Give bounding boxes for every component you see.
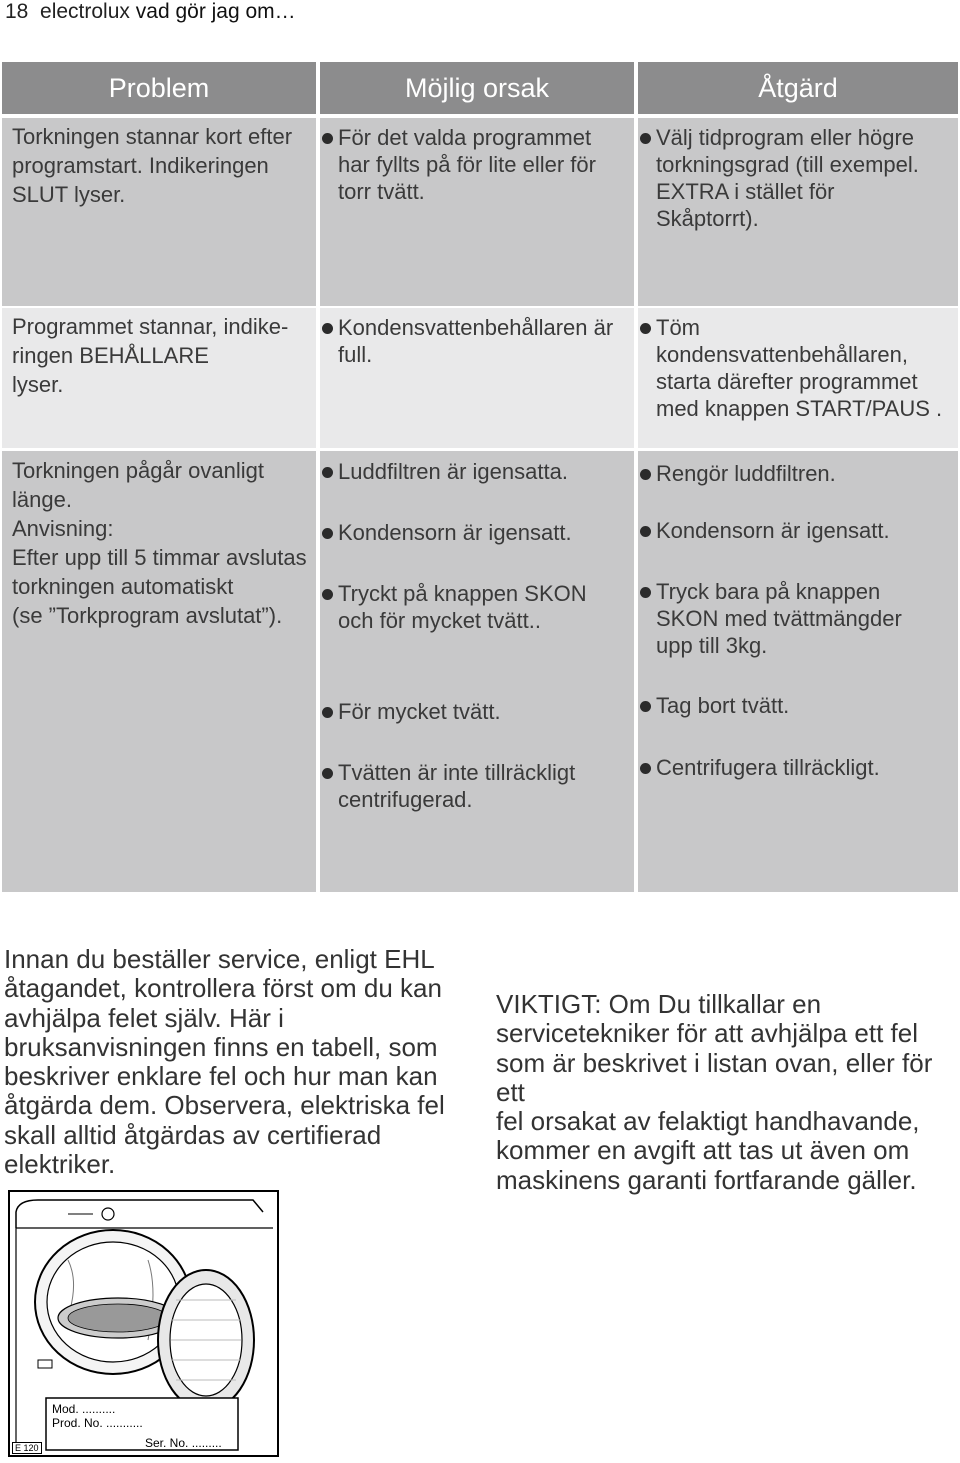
page-number: 18 xyxy=(5,0,29,23)
table-row-3-cause-cell xyxy=(320,451,634,892)
row-3-problem-text: Torkningen pågår ovanligt länge. Anvisning: Efter upp till 5 timmar avslutas torkningen automatiskt (se ”Torkprogram avslutat”). xyxy=(12,458,307,628)
row-3-cause-item-4: För mycket tvätt. xyxy=(320,698,501,725)
row-3-cause-item-2: Kondensorn är igensatt. xyxy=(320,519,572,546)
row-3-action-item-3: Tryck bara på knappen SKON med tvättmängder upp till 3kg. xyxy=(638,578,902,659)
page-header xyxy=(5,0,296,24)
row-2-cause-item: Kondensvattenbehållaren är full. xyxy=(320,314,613,368)
brand-name: electrolux xyxy=(40,0,130,23)
column-header-action: Åtgärd xyxy=(638,62,958,114)
product-number-label: Prod. No. ........... xyxy=(52,1416,143,1430)
row-3-cause-item-1: Luddfiltren är igensatta. xyxy=(320,458,568,485)
dryer-illustration xyxy=(8,1190,279,1457)
row-3-action-item-4: Tag bort tvätt. xyxy=(638,692,789,719)
row-2-action-item: Töm kondensvattenbehållaren, starta därefter programmet med knappen START/PAUS . xyxy=(638,314,958,422)
column-header-problem: Problem xyxy=(2,62,316,114)
section-title: vad gör jag om… xyxy=(135,0,296,23)
model-label: Mod. .......... xyxy=(52,1402,116,1416)
row-3-action-item-2: Kondensorn är igensatt. xyxy=(638,517,890,544)
row-1-cause-item: För det valda programmet har fyllts på för lite eller för torr tvätt. xyxy=(320,124,596,205)
row-3-action-item-1: Rengör luddfiltren. xyxy=(638,460,836,487)
row-1-problem-text: Torkningen stannar kort efter programstart. Indikeringen SLUT lyser. xyxy=(12,124,293,207)
row-3-cause-item-5: Tvätten är inte tillräckligt centrifugerad. xyxy=(320,759,575,813)
row-3-cause-item-3: Tryckt på knappen SKON och för mycket tvätt.. xyxy=(320,580,587,634)
serial-number-label: Ser. No. ......... xyxy=(145,1436,222,1450)
row-2-problem-text: Programmet stannar, indike- ringen BEHÅLLARE lyser. xyxy=(12,314,289,397)
important-notice-paragraph: VIKTIGT: Om Du tillkallar en servicetekniker för att avhjälpa ett fel som är beskrivet i listan ovan, eller för ett fel orsakat av felaktigt handhavande, kommer en avgift att tas ut även om maskinens garanti fortfarande gäller. xyxy=(496,989,933,1195)
service-info-paragraph: Innan du beställer service, enligt EHL åtagandet, kontrollera först om du kan avhjälpa felet själv. Här i bruksanvisningen finns en tabell, som beskriver enklare fel och hur man kan åtgärda dem. Observera, elektriska fel skall alltid åtgärdas av certifierad elektriker. xyxy=(4,944,445,1180)
row-1-action-item: Välj tidprogram eller högre torkningsgrad (till exempel. EXTRA i stället för Skåptorrt). xyxy=(638,124,919,232)
column-header-cause: Möjlig orsak xyxy=(320,62,634,114)
row-3-action-item-5: Centrifugera tillräckligt. xyxy=(638,754,880,781)
figure-code: E 120 xyxy=(12,1442,42,1454)
dryer-drawing xyxy=(8,1190,279,1457)
